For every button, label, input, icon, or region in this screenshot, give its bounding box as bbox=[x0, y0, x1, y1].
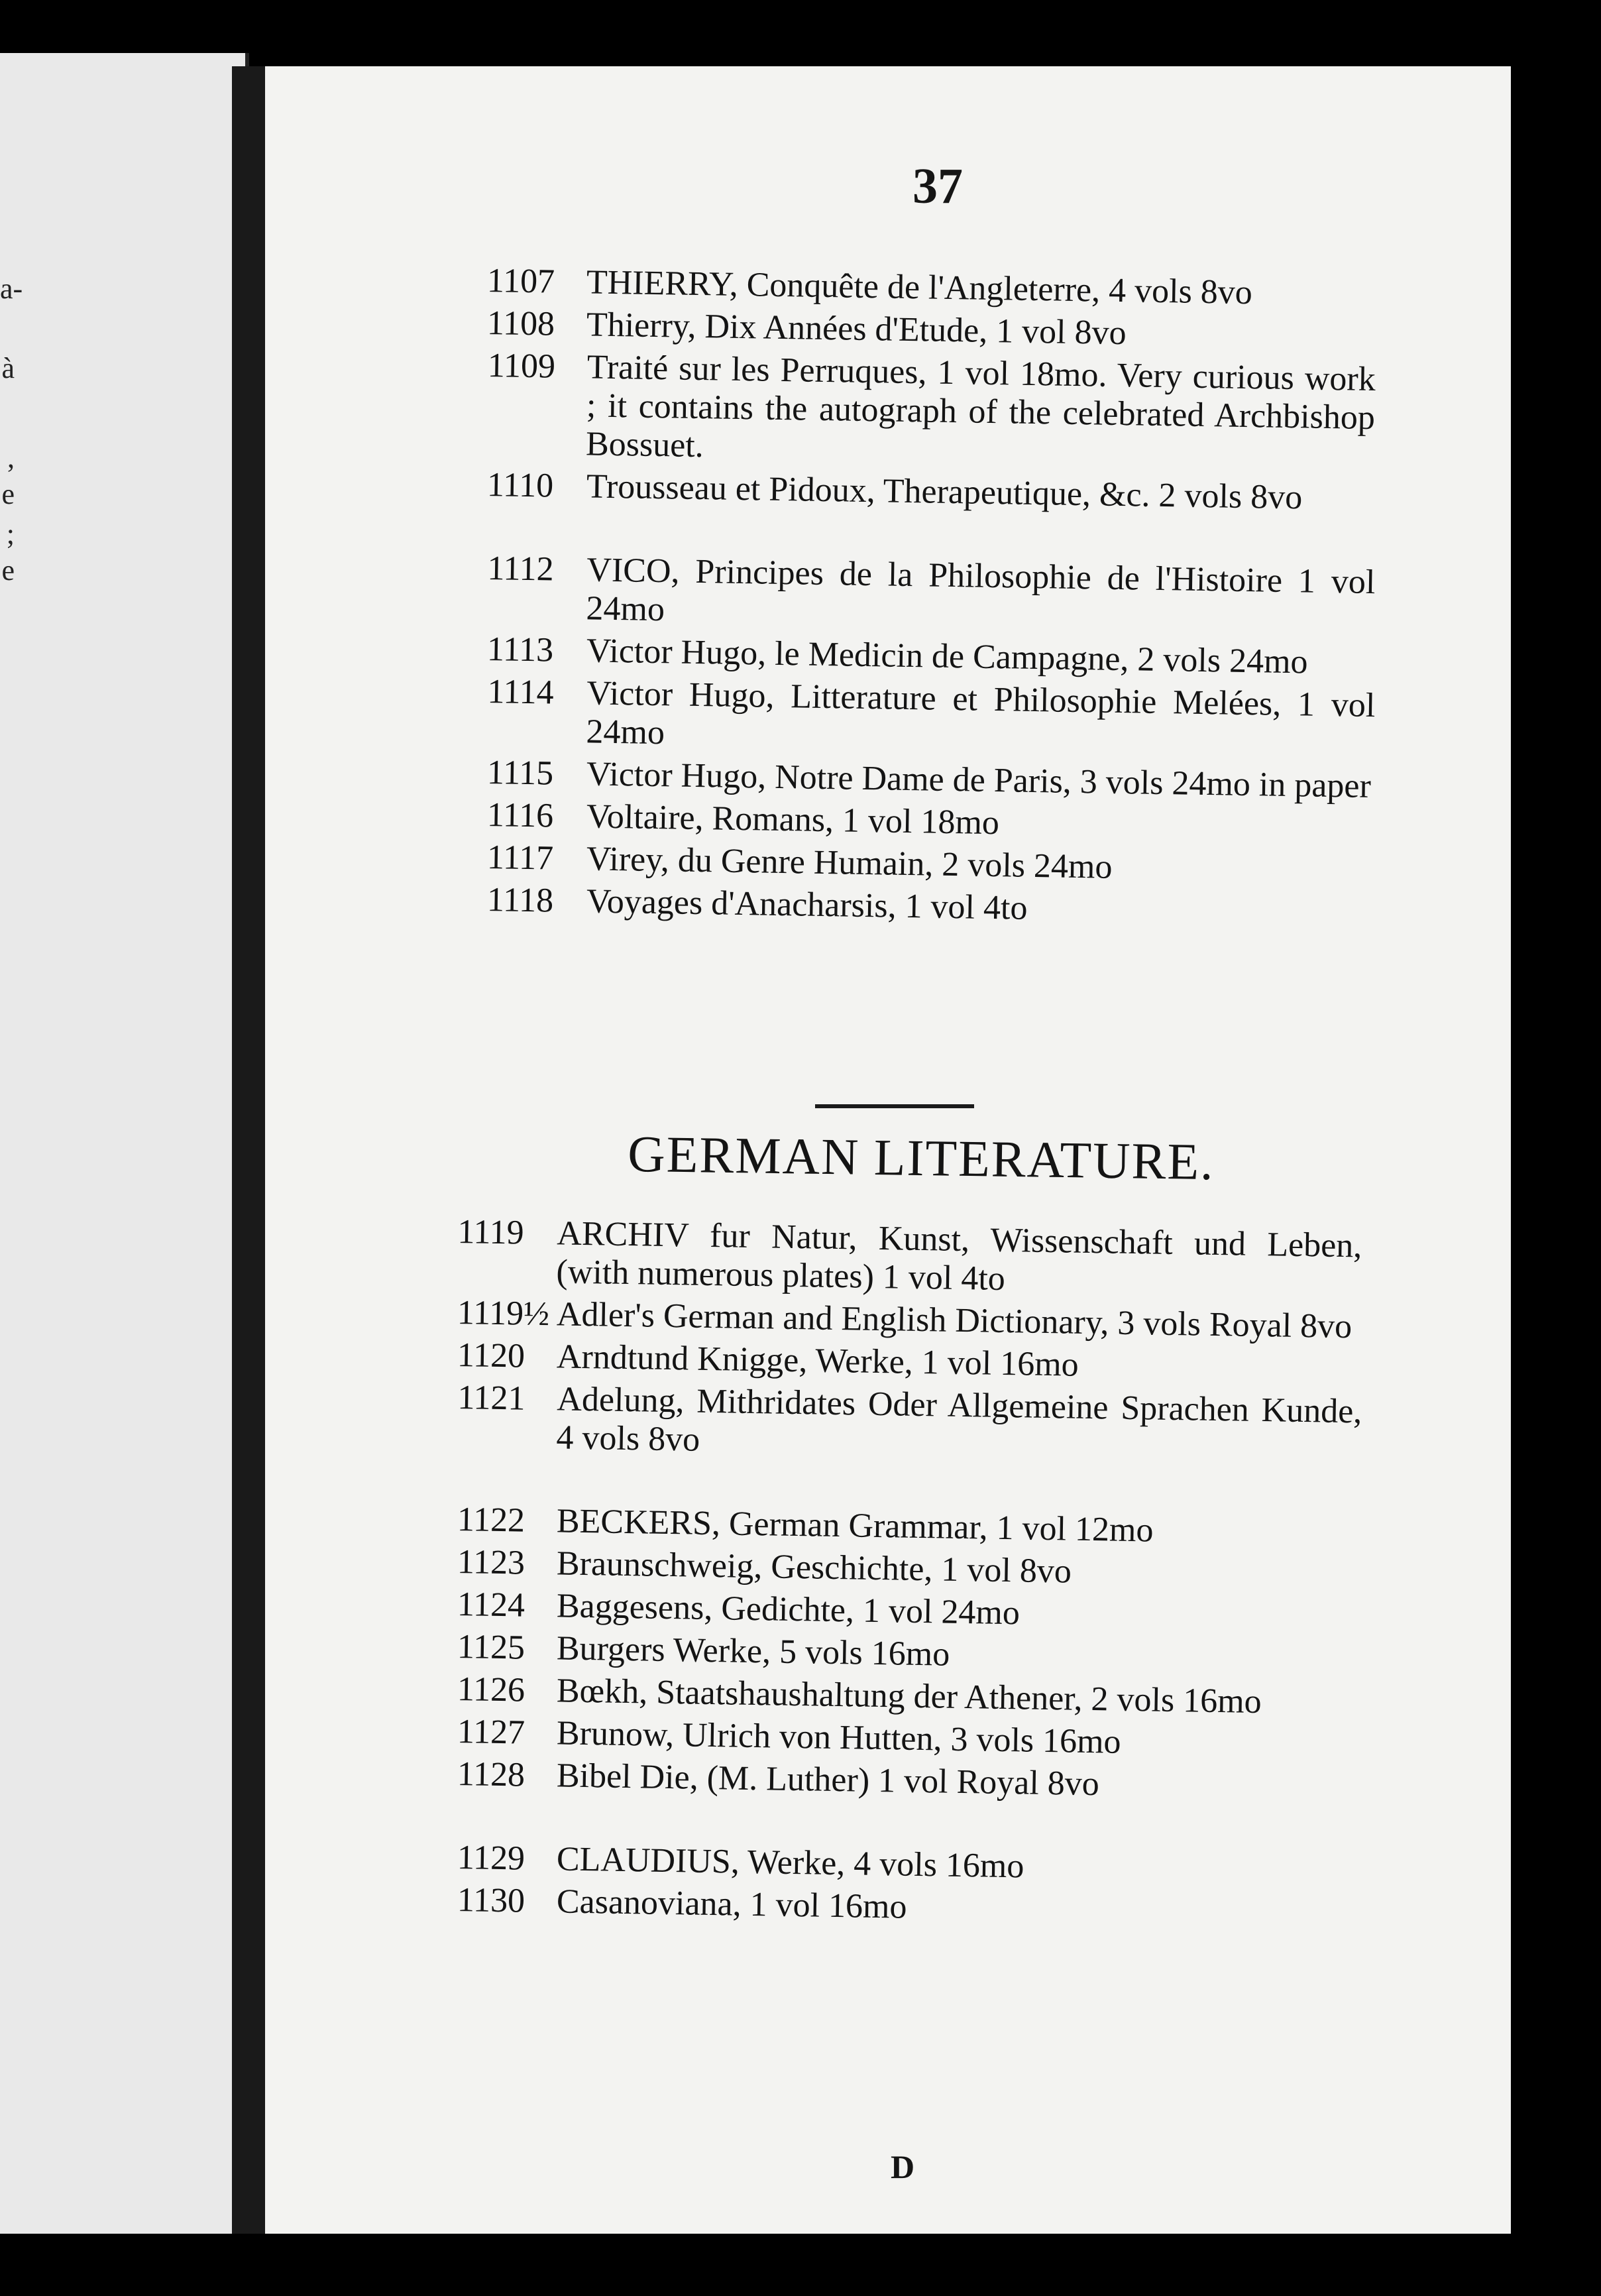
entry-number: 1109 bbox=[487, 347, 556, 386]
entry-text: Burgers Werke, 5 vols 16mo bbox=[556, 1629, 950, 1674]
entry-text: Victor Hugo, le Medicin de Campagne, 2 vols 24mo bbox=[586, 632, 1308, 681]
entry-text: Arndtund Knigge, Werke, 1 vol 16mo bbox=[556, 1338, 1079, 1384]
entry-text: Brunow, Ulrich von Hutten, 3 vols 16mo bbox=[556, 1714, 1122, 1761]
entry-number: 1127 bbox=[457, 1713, 525, 1752]
catalog-entry bbox=[486, 673, 1376, 764]
entry-text: THIERRY, Conquête de l'Angleterre, 4 vols 8vo bbox=[586, 263, 1253, 312]
entry-number: 1117 bbox=[486, 838, 554, 878]
entry-number: 1125 bbox=[457, 1628, 525, 1667]
left-page-edge bbox=[0, 53, 249, 2234]
signature-mark: D bbox=[890, 2148, 915, 2185]
entry-number: 1112 bbox=[487, 549, 555, 589]
entry-text: Bœkh, Staatshaushaltung der Athener, 2 vols 16mo bbox=[556, 1672, 1262, 1721]
left-page-fragment: a- bbox=[0, 272, 23, 305]
entry-text: VICO, Principes de la Philosophie de l'Histoire 1 vol 24mo bbox=[586, 551, 1376, 629]
entry-text: Braunschweig, Geschichte, 1 vol 8vo bbox=[556, 1544, 1072, 1591]
entry-text: Casanoviana, 1 vol 16mo bbox=[556, 1882, 907, 1926]
entry-number: 1118 bbox=[486, 881, 554, 920]
entry-text: Baggesens, Gedichte, 1 vol 24mo bbox=[556, 1587, 1021, 1633]
entry-number: 1107 bbox=[486, 262, 555, 301]
entry-text: Traité sur les Perruques, 1 vol 18mo. Very curious work ; it contains the autograph of the celebrated Archbishop Bossuet. bbox=[585, 348, 1376, 465]
entry-number: 1129 bbox=[457, 1839, 525, 1878]
entry-text: Virey, du Genre Humain, 2 vols 24mo bbox=[586, 840, 1113, 886]
entry-number: 1116 bbox=[486, 796, 554, 835]
page-number: 37 bbox=[912, 158, 963, 214]
entry-number: 1130 bbox=[457, 1881, 525, 1920]
entry-text: Bibel Die, (M. Luther) 1 vol Royal 8vo bbox=[556, 1756, 1100, 1804]
entry-number: 1121 bbox=[457, 1379, 525, 1418]
entry-number: 1108 bbox=[486, 304, 555, 343]
entry-number: 1126 bbox=[457, 1670, 525, 1709]
catalog-entry bbox=[457, 1379, 1362, 1469]
left-page-fragment: , bbox=[7, 441, 15, 474]
entry-number: 1122 bbox=[457, 1501, 525, 1540]
entry-text: BECKERS, German Grammar, 1 vol 12mo bbox=[556, 1502, 1154, 1550]
entry-number: 1119 bbox=[457, 1213, 525, 1252]
left-page-fragment: e bbox=[1, 478, 15, 510]
entry-text: Thierry, Dix Années d'Etude, 1 vol 8vo bbox=[586, 306, 1127, 353]
german-entries bbox=[457, 1213, 1362, 1926]
entry-text: Voltaire, Romans, 1 vol 18mo bbox=[586, 797, 1000, 842]
entry-text: ARCHIV fur Natur, Kunst, Wissenschaft und Leben, (with numerous plates) 1 vol 4to bbox=[556, 1214, 1362, 1298]
section-heading: GERMAN LITERATURE. bbox=[627, 1124, 1215, 1191]
entry-text: CLAUDIUS, Werke, 4 vols 16mo bbox=[556, 1840, 1024, 1886]
entry-number: 1128 bbox=[457, 1755, 525, 1794]
catalog-entry bbox=[486, 347, 1376, 476]
entry-number: 1110 bbox=[486, 466, 554, 505]
entry-text: Victor Hugo, Notre Dame de Paris, 3 vols 24mo in paper bbox=[586, 755, 1372, 805]
entry-number: 1124 bbox=[457, 1585, 525, 1625]
left-page-fragment: e bbox=[1, 554, 15, 587]
french-entries bbox=[486, 262, 1376, 927]
entry-text: Adelung, Mithridates Oder Allgemeine Sprachen Kunde, 4 vols 8vo bbox=[556, 1380, 1362, 1459]
entry-number: 1113 bbox=[486, 630, 554, 669]
section-divider bbox=[815, 1104, 974, 1108]
entry-text: Voyages d'Anacharsis, 1 vol 4to bbox=[586, 882, 1028, 927]
catalog-entry bbox=[486, 549, 1376, 640]
entry-text: Adler's German and English Dictionary, 3 vols Royal 8vo bbox=[556, 1295, 1353, 1346]
left-page-fragment: ; bbox=[6, 518, 15, 550]
entry-number: 1115 bbox=[486, 754, 554, 793]
entry-text: Trousseau et Pidoux, Therapeutique, &c. 2 vols 8vo bbox=[586, 467, 1303, 517]
entry-number: 1120 bbox=[457, 1336, 525, 1375]
catalog-entry bbox=[457, 1213, 1362, 1304]
left-page-fragment: à bbox=[1, 352, 15, 384]
entry-number: 1123 bbox=[457, 1543, 525, 1582]
entry-text: Victor Hugo, Litterature et Philosophie Melées, 1 vol 24mo bbox=[586, 674, 1376, 752]
entry-number: 1119½ bbox=[457, 1294, 550, 1334]
entry-number: 1114 bbox=[487, 673, 555, 712]
